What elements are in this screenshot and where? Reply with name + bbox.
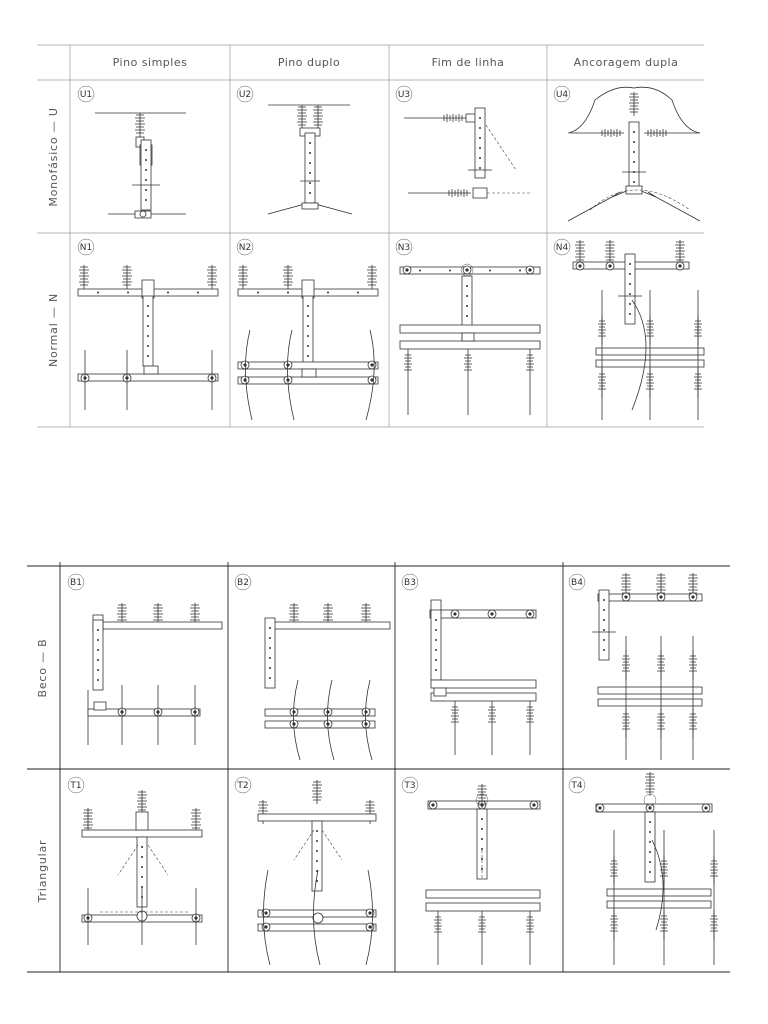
cell-label-n3 — [396, 239, 412, 255]
svg-text:U3: U3 — [397, 90, 411, 100]
drawing-n4 — [573, 240, 704, 420]
svg-text:N4: N4 — [555, 243, 569, 253]
drawing-u3 — [404, 108, 530, 198]
drawing-t4 — [596, 772, 718, 965]
cell-label-t2 — [235, 777, 251, 793]
drawing-u1 — [95, 113, 186, 218]
cell-label-u1 — [78, 86, 94, 102]
drawing-n3 — [400, 264, 540, 415]
drawing-n2 — [238, 265, 378, 420]
cell-label-b2 — [235, 574, 251, 590]
cell-label-n2 — [237, 239, 253, 255]
top-table-grid — [37, 45, 704, 427]
drawing-b4 — [592, 573, 702, 760]
col-header-pino-duplo: Pino duplo — [277, 56, 341, 69]
cell-label-b3 — [402, 574, 418, 590]
drawing-b2 — [265, 603, 390, 760]
svg-text:T2: T2 — [237, 781, 249, 791]
svg-text:N3: N3 — [397, 243, 411, 253]
cell-label-n4 — [554, 239, 570, 255]
drawing-b1 — [88, 603, 222, 745]
row-label-normal: Normal — N — [47, 292, 60, 368]
cell-label-b1 — [68, 574, 84, 590]
cell-label-t1 — [68, 777, 84, 793]
col-header-ancoragem-dupla: Ancoragem dupla — [573, 56, 679, 69]
cell-label-u3 — [396, 86, 412, 102]
svg-text:U1: U1 — [79, 90, 93, 100]
drawing-t1 — [82, 790, 202, 945]
svg-text:B4: B4 — [571, 578, 583, 588]
svg-text:T3: T3 — [404, 781, 416, 791]
cell-label-b4 — [569, 574, 585, 590]
drawing-t2 — [258, 780, 376, 965]
col-header-pino-simples: Pino simples — [112, 56, 188, 69]
row-label-monofasico: Monofásico — U — [47, 107, 60, 207]
svg-text:U2: U2 — [238, 90, 252, 100]
svg-text:B1: B1 — [70, 578, 82, 588]
cell-label-t3 — [402, 777, 418, 793]
svg-text:N1: N1 — [79, 243, 93, 253]
svg-text:T4: T4 — [571, 781, 583, 791]
drawing-u4 — [568, 87, 700, 221]
drawing-u2 — [268, 105, 352, 214]
svg-text:T1: T1 — [70, 781, 82, 791]
row-label-beco: Beco — B — [36, 638, 49, 698]
svg-text:B3: B3 — [404, 578, 416, 588]
col-header-fim-de-linha: Fim de linha — [431, 56, 505, 69]
cell-label-t4 — [569, 777, 585, 793]
cell-label-u4 — [554, 86, 570, 102]
svg-text:B2: B2 — [237, 578, 249, 588]
svg-text:U4: U4 — [555, 90, 569, 100]
cell-label-n1 — [78, 239, 94, 255]
drawing-b3 — [430, 600, 536, 755]
row-label-triangular: Triangular — [36, 839, 49, 903]
svg-text:N2: N2 — [238, 243, 252, 253]
drawing-n1 — [78, 265, 218, 410]
cell-label-u2 — [237, 86, 253, 102]
drawing-t3 — [426, 784, 540, 965]
